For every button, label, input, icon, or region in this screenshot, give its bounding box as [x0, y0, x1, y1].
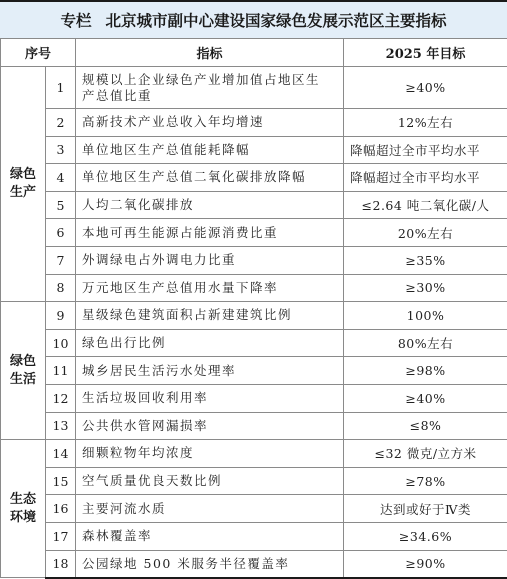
indicator-cell: 生活垃圾回收利用率	[76, 384, 344, 412]
indicator-cell: 万元地区生产总值用水量下降率	[76, 274, 344, 302]
indicator-cell: 空气质量优良天数比例	[76, 467, 344, 495]
table-row	[1, 67, 507, 109]
row-number: 17	[46, 522, 76, 550]
target-cell: ≥40%	[344, 384, 507, 412]
indicator-cell: 单位地区生产总值能耗降幅	[76, 136, 344, 164]
table-row	[1, 219, 507, 247]
indicator-line2: 产总值比重	[82, 88, 343, 104]
table-row	[1, 495, 507, 523]
row-number: 5	[46, 191, 76, 219]
indicator-cell: 本地可再生能源占能源消费比重	[76, 219, 344, 247]
target-cell: ≥40%	[344, 67, 507, 109]
table-row	[1, 302, 507, 330]
indicator-line1: 规模以上企业绿色产业增加值占地区生	[82, 72, 343, 88]
header-no: 序号	[1, 39, 76, 67]
group-label-line1: 绿色	[1, 353, 45, 371]
table-row	[1, 412, 507, 440]
target-cell: ≤8%	[344, 412, 507, 440]
table-row	[1, 109, 507, 137]
indicator-cell: 人均二氧化碳排放	[76, 191, 344, 219]
row-number: 7	[46, 246, 76, 274]
row-number: 15	[46, 467, 76, 495]
indicator-cell: 森林覆盖率	[76, 522, 344, 550]
row-number: 8	[46, 274, 76, 302]
target-cell: 20%左右	[344, 219, 507, 247]
target-cell: ≥34.6%	[344, 522, 507, 550]
group-label-line2: 生活	[1, 371, 45, 389]
group-label-line1: 绿色	[1, 166, 45, 184]
row-number: 4	[46, 164, 76, 192]
indicator-cell: 绿色出行比例	[76, 329, 344, 357]
table-row	[1, 467, 507, 495]
group-eco-environment	[1, 440, 46, 578]
header-row	[1, 39, 507, 67]
table-row	[1, 440, 507, 468]
indicator-cell: 公园绿地 500 米服务半径覆盖率	[76, 550, 344, 578]
indicator-cell: 主要河流水质	[76, 495, 344, 523]
row-number: 3	[46, 136, 76, 164]
row-number: 12	[46, 384, 76, 412]
row-number: 14	[46, 440, 76, 468]
indicator-cell: 城乡居民生活污水处理率	[76, 357, 344, 385]
row-number: 11	[46, 357, 76, 385]
target-cell: 达到或好于Ⅳ类	[344, 495, 507, 523]
target-cell: ≤32 微克/立方米	[344, 440, 507, 468]
target-cell: 降幅超过全市平均水平	[344, 164, 507, 192]
target-cell: 100%	[344, 302, 507, 330]
indicator-cell: 外调绿电占外调电力比重	[76, 246, 344, 274]
row-number: 2	[46, 109, 76, 137]
target-cell: ≥35%	[344, 246, 507, 274]
target-cell: 80%左右	[344, 329, 507, 357]
title-text: 北京城市副中心建设国家绿色发展示范区主要指标	[106, 9, 447, 31]
target-cell: 降幅超过全市平均水平	[344, 136, 507, 164]
row-number: 1	[46, 67, 76, 109]
target-cell: ≤2.64 吨二氧化碳/人	[344, 191, 507, 219]
indicator-table	[0, 38, 507, 579]
group-green-production	[1, 67, 46, 302]
target-cell: ≥90%	[344, 550, 507, 578]
table-row	[1, 274, 507, 302]
group-label-line2: 环境	[1, 509, 45, 527]
target-cell: ≥98%	[344, 357, 507, 385]
row-number: 10	[46, 329, 76, 357]
table-row	[1, 136, 507, 164]
indicator-cell: 细颗粒物年均浓度	[76, 440, 344, 468]
target-cell: 12%左右	[344, 109, 507, 137]
table-row	[1, 164, 507, 192]
title-label: 专栏	[60, 9, 91, 31]
header-target: 2025 年目标	[344, 39, 507, 67]
group-green-living	[1, 302, 46, 440]
indicator-cell: 高新技术产业总收入年均增速	[76, 109, 344, 137]
table-row	[1, 384, 507, 412]
table-row	[1, 522, 507, 550]
row-number: 9	[46, 302, 76, 330]
row-number: 13	[46, 412, 76, 440]
target-cell: ≥78%	[344, 467, 507, 495]
table-row	[1, 329, 507, 357]
row-number: 16	[46, 495, 76, 523]
table-title	[0, 0, 507, 38]
indicator-cell: 公共供水管网漏损率	[76, 412, 344, 440]
table-row	[1, 550, 507, 578]
table-row	[1, 246, 507, 274]
indicator-cell: 单位地区生产总值二氧化碳排放降幅	[76, 164, 344, 192]
indicator-cell: 星级绿色建筑面积占新建建筑比例	[76, 302, 344, 330]
table-row	[1, 357, 507, 385]
row-number: 18	[46, 550, 76, 578]
table-row	[1, 191, 507, 219]
row-number: 6	[46, 219, 76, 247]
target-cell: ≥30%	[344, 274, 507, 302]
indicator-cell	[76, 67, 344, 109]
group-label-line2: 生产	[1, 184, 45, 202]
header-indicator: 指标	[76, 39, 344, 67]
group-label-line1: 生态	[1, 491, 45, 509]
